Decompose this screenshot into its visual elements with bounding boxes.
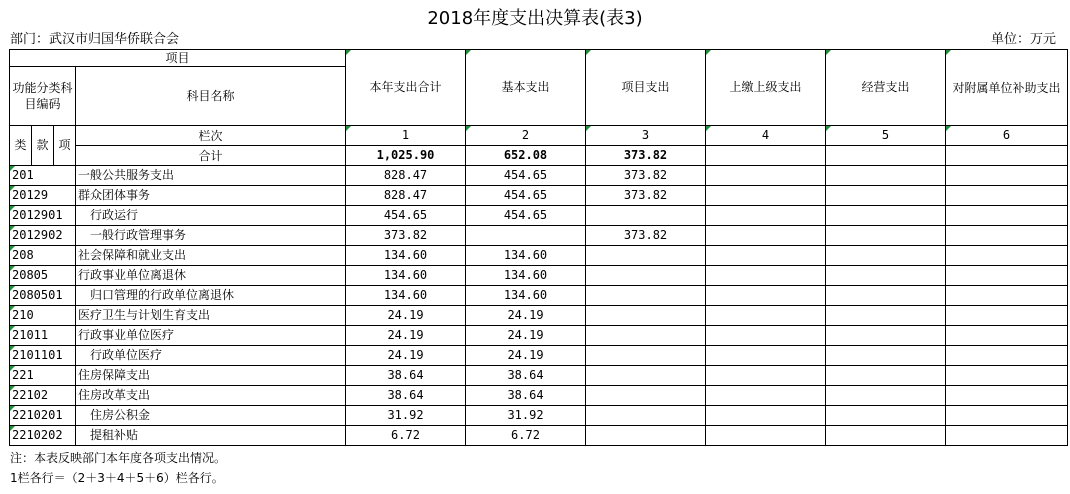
column-number-4: 4 bbox=[706, 126, 826, 146]
header-xiang: 项 bbox=[54, 126, 76, 166]
row-value-1: 31.92 bbox=[346, 406, 466, 426]
row-subject-name: 一般行政管理事务 bbox=[76, 226, 346, 246]
row-code: 201 bbox=[10, 166, 76, 186]
row-value-6 bbox=[946, 246, 1068, 266]
header-lei: 类 bbox=[10, 126, 32, 166]
row-value-6 bbox=[946, 206, 1068, 226]
row-value-2 bbox=[466, 226, 586, 246]
department-label: 部门：武汉市归国华侨联合会 bbox=[10, 32, 180, 47]
row-value-2: 24.19 bbox=[466, 306, 586, 326]
table-row bbox=[10, 346, 1068, 366]
table-row bbox=[10, 166, 1068, 186]
row-code: 2101101 bbox=[10, 346, 76, 366]
total-value-6 bbox=[946, 146, 1068, 166]
header-col-3: 项目支出 bbox=[586, 50, 706, 126]
row-value-5 bbox=[826, 366, 946, 386]
row-value-2: 454.65 bbox=[466, 206, 586, 226]
note-line-2: 1栏各行＝（2＋3＋4＋5＋6）栏各行。 bbox=[10, 471, 224, 485]
row-value-4 bbox=[706, 346, 826, 366]
table-row bbox=[10, 386, 1068, 406]
row-value-5 bbox=[826, 406, 946, 426]
row-value-5 bbox=[826, 326, 946, 346]
row-value-2: 134.60 bbox=[466, 246, 586, 266]
row-subject-name: 群众团体事务 bbox=[76, 186, 346, 206]
column-number-3: 3 bbox=[586, 126, 706, 146]
row-value-6 bbox=[946, 406, 1068, 426]
header-subject-name: 科目名称 bbox=[76, 67, 346, 126]
header-func-code: 功能分类科目编码 bbox=[10, 67, 76, 126]
row-value-5 bbox=[826, 246, 946, 266]
row-subject-name: 行政运行 bbox=[76, 206, 346, 226]
row-value-3 bbox=[586, 286, 706, 306]
table-row bbox=[10, 206, 1068, 226]
total-value-2: 652.08 bbox=[466, 146, 586, 166]
header-col-5: 经营支出 bbox=[826, 50, 946, 126]
total-row bbox=[10, 146, 1068, 166]
row-value-6 bbox=[946, 326, 1068, 346]
row-code: 208 bbox=[10, 246, 76, 266]
unit-label: 单位：万元 bbox=[990, 32, 1056, 47]
row-value-2: 454.65 bbox=[466, 166, 586, 186]
row-code: 2210201 bbox=[10, 406, 76, 426]
row-value-6 bbox=[946, 426, 1068, 446]
row-value-4 bbox=[706, 166, 826, 186]
row-code: 21011 bbox=[10, 326, 76, 346]
row-value-4 bbox=[706, 326, 826, 346]
row-value-4 bbox=[706, 426, 826, 446]
row-value-4 bbox=[706, 406, 826, 426]
row-value-2: 38.64 bbox=[466, 366, 586, 386]
table-row bbox=[10, 366, 1068, 386]
header-col-1: 本年支出合计 bbox=[346, 50, 466, 126]
table-row bbox=[10, 286, 1068, 306]
row-subject-name: 行政事业单位离退休 bbox=[76, 266, 346, 286]
row-value-1: 134.60 bbox=[346, 246, 466, 266]
table-row bbox=[10, 246, 1068, 266]
row-value-2: 134.60 bbox=[466, 286, 586, 306]
row-subject-name: 提租补贴 bbox=[76, 426, 346, 446]
header-col-6: 对附属单位补助支出 bbox=[946, 50, 1068, 126]
row-value-6 bbox=[946, 226, 1068, 246]
row-value-3: 373.82 bbox=[586, 226, 706, 246]
header-item: 项目 bbox=[10, 50, 346, 67]
row-code: 2080501 bbox=[10, 286, 76, 306]
row-code: 221 bbox=[10, 366, 76, 386]
row-value-5 bbox=[826, 186, 946, 206]
row-value-5 bbox=[826, 426, 946, 446]
row-value-1: 134.60 bbox=[346, 266, 466, 286]
row-value-1: 454.65 bbox=[346, 206, 466, 226]
row-code: 2012901 bbox=[10, 206, 76, 226]
row-value-4 bbox=[706, 306, 826, 326]
row-value-3 bbox=[586, 366, 706, 386]
row-value-4 bbox=[706, 386, 826, 406]
row-value-3: 373.82 bbox=[586, 186, 706, 206]
row-value-3 bbox=[586, 266, 706, 286]
row-value-1: 38.64 bbox=[346, 366, 466, 386]
row-subject-name: 社会保障和就业支出 bbox=[76, 246, 346, 266]
row-value-2: 24.19 bbox=[466, 346, 586, 366]
row-value-4 bbox=[706, 266, 826, 286]
page-title: 2018年度支出决算表(表3) bbox=[427, 8, 643, 29]
row-value-1: 828.47 bbox=[346, 186, 466, 206]
header-row-project bbox=[10, 50, 1068, 67]
row-value-3 bbox=[586, 346, 706, 366]
row-value-6 bbox=[946, 266, 1068, 286]
row-value-1: 24.19 bbox=[346, 306, 466, 326]
row-subject-name: 归口管理的行政单位离退休 bbox=[76, 286, 346, 306]
row-value-5 bbox=[826, 206, 946, 226]
table-row bbox=[10, 186, 1068, 206]
row-code: 20805 bbox=[10, 266, 76, 286]
table-row bbox=[10, 306, 1068, 326]
row-value-1: 24.19 bbox=[346, 326, 466, 346]
row-subject-name: 住房保障支出 bbox=[76, 366, 346, 386]
row-value-3 bbox=[586, 306, 706, 326]
row-code: 210 bbox=[10, 306, 76, 326]
row-value-4 bbox=[706, 366, 826, 386]
row-value-5 bbox=[826, 266, 946, 286]
row-code: 20129 bbox=[10, 186, 76, 206]
row-subject-name: 一般公共服务支出 bbox=[76, 166, 346, 186]
row-code: 22102 bbox=[10, 386, 76, 406]
row-value-6 bbox=[946, 306, 1068, 326]
row-value-5 bbox=[826, 226, 946, 246]
total-value-3: 373.82 bbox=[586, 146, 706, 166]
row-value-4 bbox=[706, 186, 826, 206]
row-value-3 bbox=[586, 426, 706, 446]
row-value-1: 6.72 bbox=[346, 426, 466, 446]
header-row-lanci bbox=[10, 126, 1068, 146]
row-value-3 bbox=[586, 326, 706, 346]
table-row bbox=[10, 266, 1068, 286]
header-kuan: 款 bbox=[32, 126, 54, 166]
row-subject-name: 住房改革支出 bbox=[76, 386, 346, 406]
row-value-1: 828.47 bbox=[346, 166, 466, 186]
row-value-2: 31.92 bbox=[466, 406, 586, 426]
row-value-3 bbox=[586, 386, 706, 406]
row-subject-name: 医疗卫生与计划生育支出 bbox=[76, 306, 346, 326]
row-value-2: 134.60 bbox=[466, 266, 586, 286]
column-number-1: 1 bbox=[346, 126, 466, 146]
row-value-1: 134.60 bbox=[346, 286, 466, 306]
column-number-5: 5 bbox=[826, 126, 946, 146]
total-value-5 bbox=[826, 146, 946, 166]
row-value-3 bbox=[586, 246, 706, 266]
row-value-1: 373.82 bbox=[346, 226, 466, 246]
table-row bbox=[10, 226, 1068, 246]
row-value-5 bbox=[826, 286, 946, 306]
total-value-1: 1,025.90 bbox=[346, 146, 466, 166]
table-row bbox=[10, 406, 1068, 426]
note-line-1: 注：本表反映部门本年度各项支出情况。 bbox=[10, 451, 227, 465]
row-value-5 bbox=[826, 346, 946, 366]
table-row bbox=[10, 326, 1068, 346]
row-subject-name: 住房公积金 bbox=[76, 406, 346, 426]
row-value-1: 24.19 bbox=[346, 346, 466, 366]
row-value-4 bbox=[706, 206, 826, 226]
row-value-2: 454.65 bbox=[466, 186, 586, 206]
column-number-2: 2 bbox=[466, 126, 586, 146]
row-subject-name: 行政单位医疗 bbox=[76, 346, 346, 366]
column-number-6: 6 bbox=[946, 126, 1068, 146]
header-col-4: 上缴上级支出 bbox=[706, 50, 826, 126]
row-value-6 bbox=[946, 166, 1068, 186]
row-value-5 bbox=[826, 306, 946, 326]
expenditure-table bbox=[9, 49, 1068, 446]
row-value-2: 38.64 bbox=[466, 386, 586, 406]
row-value-3 bbox=[586, 406, 706, 426]
row-value-6 bbox=[946, 346, 1068, 366]
row-value-6 bbox=[946, 366, 1068, 386]
row-value-4 bbox=[706, 226, 826, 246]
row-value-1: 38.64 bbox=[346, 386, 466, 406]
row-value-3: 373.82 bbox=[586, 166, 706, 186]
row-value-6 bbox=[946, 386, 1068, 406]
row-value-5 bbox=[826, 386, 946, 406]
row-subject-name: 行政事业单位医疗 bbox=[76, 326, 346, 346]
row-value-2: 6.72 bbox=[466, 426, 586, 446]
row-value-4 bbox=[706, 246, 826, 266]
row-value-2: 24.19 bbox=[466, 326, 586, 346]
row-value-3 bbox=[586, 206, 706, 226]
row-value-6 bbox=[946, 286, 1068, 306]
header-col-2: 基本支出 bbox=[466, 50, 586, 126]
total-value-4 bbox=[706, 146, 826, 166]
table-row bbox=[10, 426, 1068, 446]
total-label: 合计 bbox=[76, 146, 346, 166]
column-row-label: 栏次 bbox=[76, 126, 346, 146]
row-code: 2210202 bbox=[10, 426, 76, 446]
row-code: 2012902 bbox=[10, 226, 76, 246]
row-value-6 bbox=[946, 186, 1068, 206]
row-value-4 bbox=[706, 286, 826, 306]
row-value-5 bbox=[826, 166, 946, 186]
